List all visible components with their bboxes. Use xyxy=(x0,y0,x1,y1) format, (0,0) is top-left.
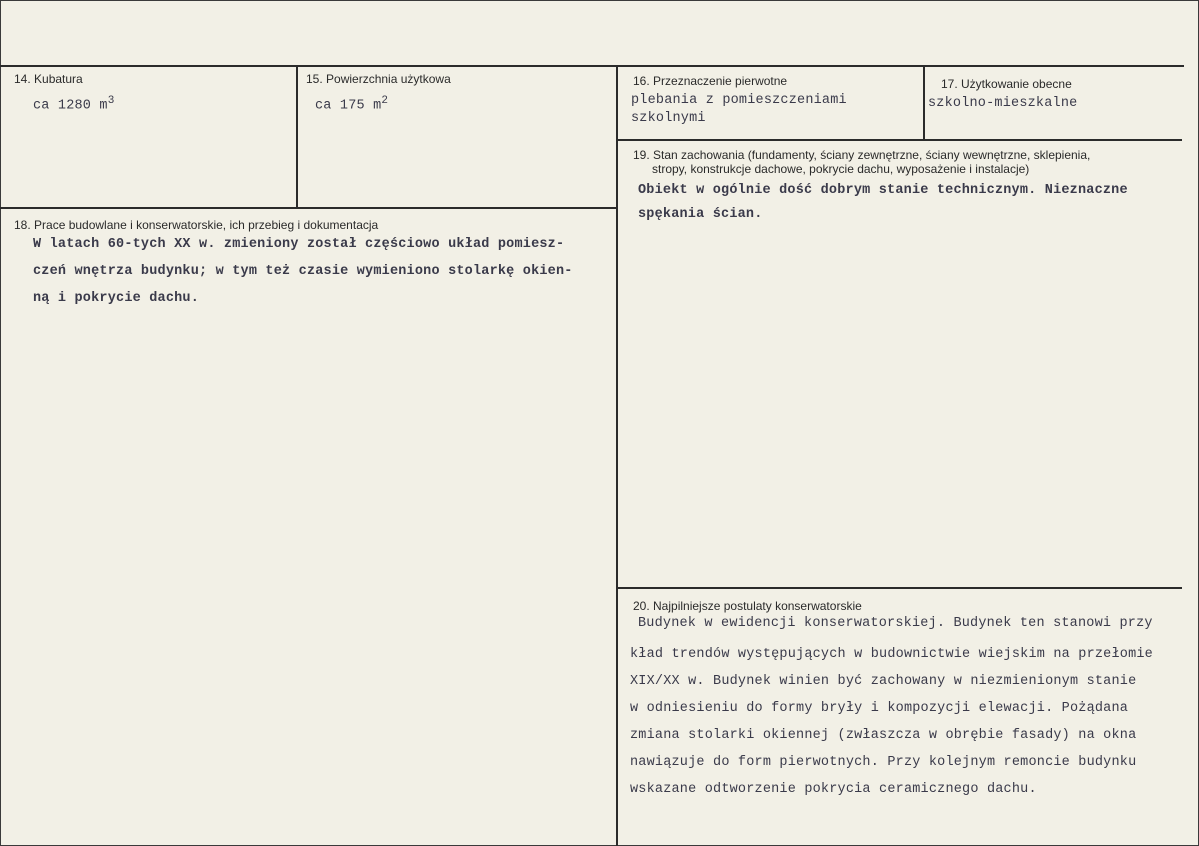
rule-19-top xyxy=(617,139,1182,141)
volume-exponent: 3 xyxy=(107,95,115,107)
field-16-line-2: szkolnymi xyxy=(631,111,706,126)
field-17-value: szkolno-mieszkalne xyxy=(928,96,1078,111)
area-value: ca 175 m xyxy=(315,98,382,114)
field-19-label-line-2: stropy, konstrukcje dachowe, pokrycie dachu, wyposażenie i instalacje) xyxy=(652,162,1030,176)
field-19-label-line-1: 19. Stan zachowania (fundamenty, ściany zewnętrzne, ściany wewnętrzne, sklepienia, xyxy=(633,148,1091,162)
field-20-line-5: zmiana stolarki okiennej (zwłaszcza w obrębie fasady) na okna xyxy=(630,728,1137,743)
field-18-label: 18. Prace budowlane i konserwatorskie, ich przebieg i dokumentacja xyxy=(14,218,379,232)
field-17-label: 17. Użytkowanie obecne xyxy=(941,77,1072,91)
field-18-line-3: ną i pokrycie dachu. xyxy=(33,291,200,306)
rule-20-top xyxy=(617,587,1182,589)
field-19-line-1: Obiekt w ogólnie dość dobrym stanie technicznym. Nieznaczne xyxy=(638,183,1128,198)
field-15-value xyxy=(315,88,388,120)
field-19-line-2: spękania ścian. xyxy=(638,207,763,222)
divider-15-16 xyxy=(616,66,618,846)
field-14-value xyxy=(33,88,115,120)
field-15-label: 15. Powierzchnia użytkowa xyxy=(306,72,451,86)
field-16-label: 16. Przeznaczenie pierwotne xyxy=(633,74,788,88)
divider-16-17 xyxy=(923,66,925,140)
field-20-line-4: w odniesieniu do formy bryły i kompozycji elewacji. Pożądana xyxy=(630,701,1129,716)
field-16-line-1: plebania z pomieszczeniami xyxy=(631,93,847,108)
rule-18-top xyxy=(0,207,618,209)
field-14-label: 14. Kubatura xyxy=(14,72,83,86)
divider-14-15 xyxy=(296,66,298,207)
field-18-line-2: czeń wnętrza budynku; w tym też czasie wymieniono stolarkę okien- xyxy=(33,264,573,279)
top-rule xyxy=(0,65,1184,67)
field-18-line-1: W latach 60-tych XX w. zmieniony został częściowo układ pomiesz- xyxy=(33,237,565,252)
field-20-line-3: XIX/XX w. Budynek winien być zachowany w niezmienionym stanie xyxy=(630,674,1137,689)
field-20-line-1: Budynek w ewidencji konserwatorskiej. Budynek ten stanowi przy xyxy=(638,616,1153,631)
field-20-label: 20. Najpilniejsze postulaty konserwatorskie xyxy=(633,599,862,613)
field-20-line-2: kład trendów występujących w budownictwie wiejskim na przełomie xyxy=(630,647,1153,662)
volume-value: ca 1280 m xyxy=(33,98,108,114)
field-20-line-6: nawiązuje do form pierwotnych. Przy kolejnym remoncie budynku xyxy=(630,755,1137,770)
field-20-line-7: wskazane odtworzenie pokrycia ceramicznego dachu. xyxy=(630,782,1037,797)
area-exponent: 2 xyxy=(381,95,389,107)
